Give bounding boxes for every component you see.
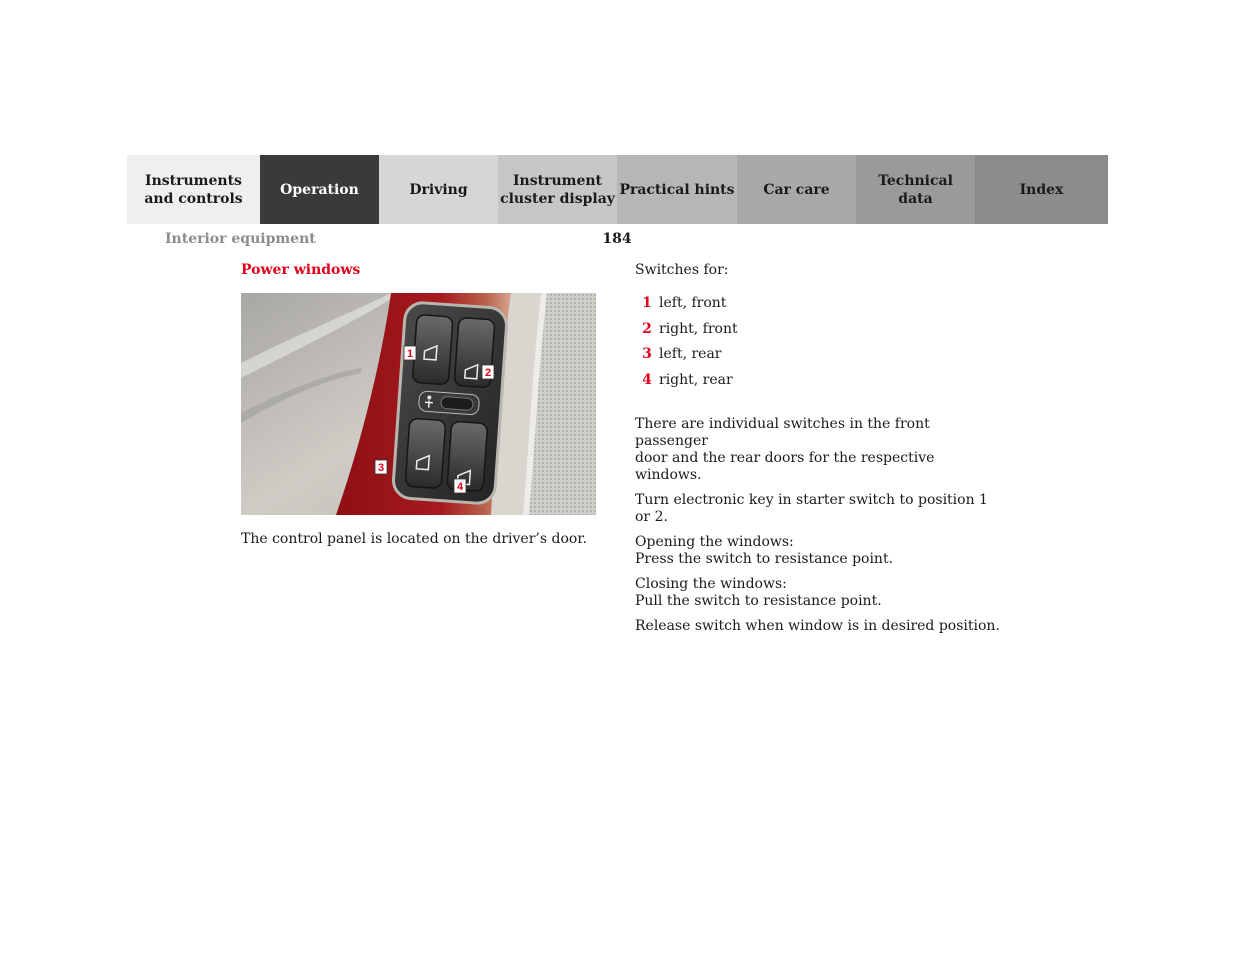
page-number: 184	[602, 231, 632, 247]
chapter-navigation	[127, 155, 1108, 224]
figure-caption: The control panel is located on the driver’s door.	[241, 531, 587, 547]
tab-practical-hints[interactable]: Practical hints	[617, 155, 737, 224]
page-heading: Power windows	[241, 262, 361, 278]
tab-operation[interactable]: Operation	[260, 155, 379, 224]
tab-instruments-and-controls[interactable]: Instruments and controls	[127, 155, 260, 224]
switch-list	[635, 295, 1005, 398]
paragraph-electronic-key: Turn electronic key in starter switch to position 1 or 2.	[635, 491, 988, 525]
section-label: Interior equipment	[165, 231, 316, 247]
paragraph-closing-windows: Closing the windows: Pull the switch to resistance point.	[635, 575, 882, 609]
list-item: 3 left, rear	[642, 346, 722, 363]
tab-index[interactable]: Index	[975, 155, 1108, 224]
callout-2: 2	[484, 367, 492, 379]
callout-3: 3	[377, 462, 385, 474]
list-item: 1 left, front	[642, 295, 727, 311]
instructions-column	[635, 262, 1005, 643]
paragraph-opening-windows: Opening the windows: Press the switch to resistance point.	[635, 533, 894, 567]
callout-1: 1	[406, 348, 414, 360]
tab-driving[interactable]: Driving	[379, 155, 498, 224]
tab-car-care[interactable]: Car care	[737, 155, 856, 224]
tab-instrument-cluster-display[interactable]: Instrument cluster display	[498, 155, 617, 224]
switches-intro: Switches for:	[635, 262, 729, 278]
list-item: 4 right, rear	[642, 372, 733, 389]
list-item: 2 right, front	[642, 320, 738, 337]
power-window-switch-illustration	[241, 293, 596, 515]
paragraph-release-switch: Release switch when window is in desired position.	[635, 617, 1000, 634]
paragraph-individual-switches: There are individual switches in the front passenger door and the rear doors for the respective windows.	[635, 415, 935, 483]
tab-technical-data[interactable]: Technical data	[856, 155, 975, 224]
callout-4: 4	[456, 481, 464, 493]
